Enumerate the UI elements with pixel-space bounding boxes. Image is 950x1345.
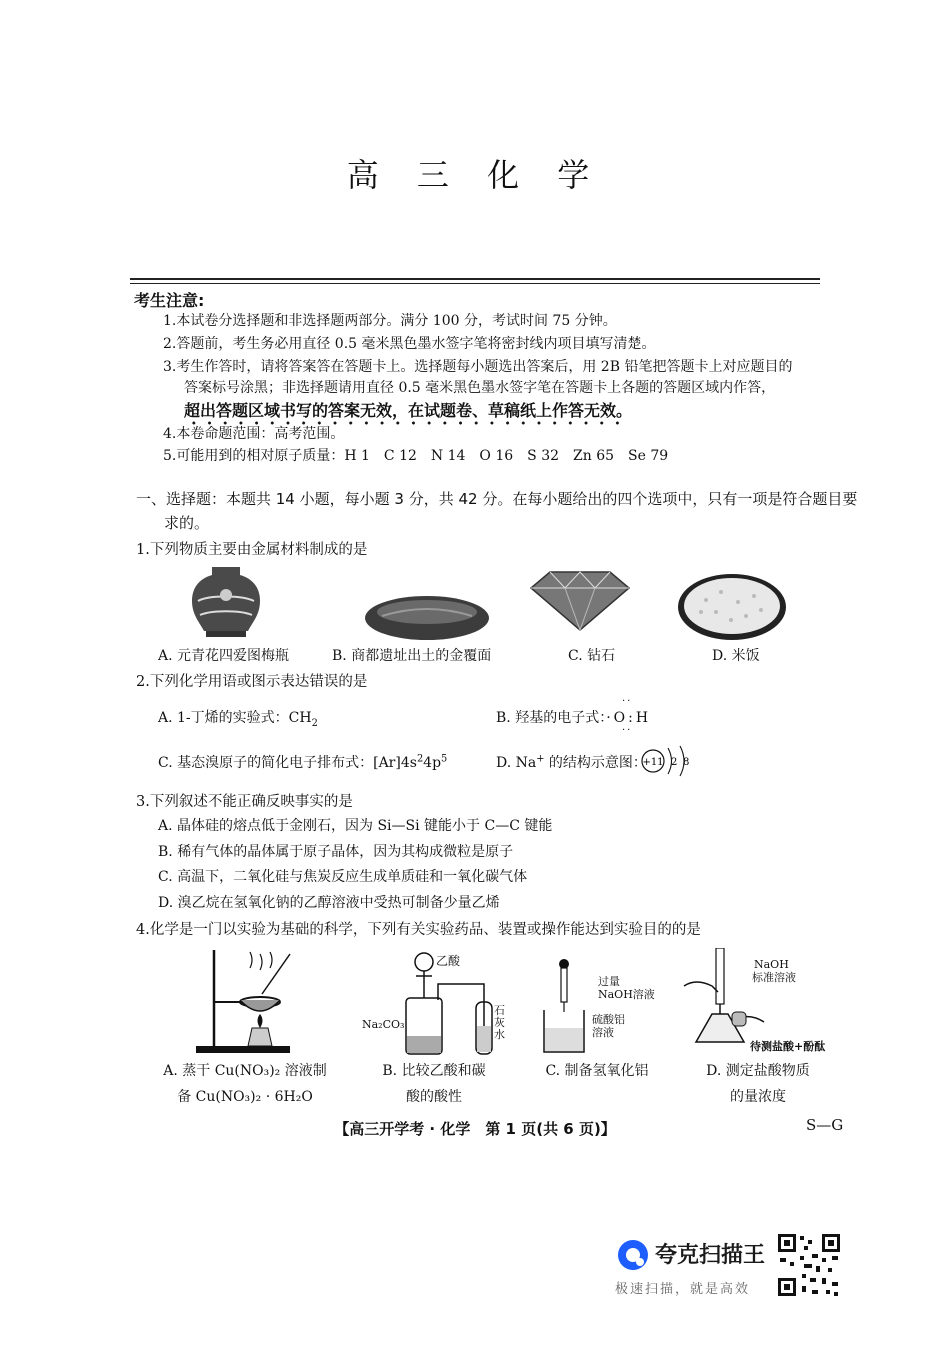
section-heading-line2: 求的。 bbox=[164, 514, 210, 532]
notice-item-3-emphasis: 超出答题区域书写的答案无效，在试题卷、草稿纸上作答无效。 bbox=[184, 401, 633, 420]
header-rule bbox=[130, 278, 820, 280]
q2-option-a-sub: 2 bbox=[311, 717, 318, 729]
q2-option-c-mid: 4p bbox=[423, 755, 442, 771]
scanner-brand: 夸克扫描王 bbox=[655, 1243, 766, 1268]
q4-option-b-line1: B. 比较乙酸和碳 bbox=[382, 1063, 486, 1079]
q2-option-a-text: A. 1-丁烯的实验式：CH bbox=[158, 710, 312, 726]
q2-option-c bbox=[158, 752, 447, 772]
rice-image bbox=[676, 572, 788, 642]
diamond-image bbox=[530, 570, 630, 632]
question-1-stem: 1.下列物质主要由金属材料制成的是 bbox=[136, 542, 368, 558]
aluminum-hydroxide-apparatus bbox=[538, 958, 598, 1056]
question-4-stem: 4.化学是一门以实验为基础的科学，下列有关实验药品、装置或操作能达到实验目的的是 bbox=[136, 922, 701, 938]
page-title: 高 三 化 学 bbox=[346, 156, 604, 194]
q3-option-c: C. 高温下，二氧化硅与焦炭反应生成单质硅和一氧化碳气体 bbox=[158, 869, 528, 885]
page-footer: 【高三开学考 · 化学 第 1 页(共 6 页)】 bbox=[334, 1120, 616, 1138]
label-sodium-carbonate: Na₂CO₃ bbox=[362, 1018, 405, 1031]
label-aluminum-sulfate bbox=[592, 1013, 625, 1039]
q3-option-a: A. 晶体硅的熔点低于金刚石，因为 Si—Si 键能小于 C—C 键能 bbox=[158, 818, 553, 834]
q4-option-d-line1: D. 测定盐酸物质 bbox=[706, 1063, 810, 1079]
notice-heading: 考生注意: bbox=[134, 291, 205, 310]
q4-option-a-line1: A. 蒸干 Cu(NO₃)₂ 溶液制 bbox=[163, 1063, 327, 1079]
electron-dots-bottom: ·· bbox=[622, 725, 633, 736]
q2-option-c-text: C. 基态溴原子的简化电子排布式：[Ar]4s bbox=[158, 755, 417, 771]
notice-item-4: 4.本卷命题范围：高考范围。 bbox=[163, 426, 345, 442]
notice-item-3: 3.考生作答时，请将答案答在答题卡上。选择题每小题选出答案后，用 2B 铅笔把答题卡上对应题目的 bbox=[163, 359, 793, 375]
q4-option-c bbox=[532, 1058, 662, 1084]
notice-item-5: 5.可能用到的相对原子质量：H 1 C 12 N 14 O 16 S 32 Zn 65 Se 79 bbox=[163, 448, 669, 464]
label-limewater bbox=[494, 1005, 508, 1041]
q4-option-a bbox=[150, 1058, 340, 1110]
gold-mask-image bbox=[362, 592, 492, 644]
qr-code-icon bbox=[776, 1232, 842, 1298]
q4-option-d bbox=[688, 1058, 828, 1110]
q2-option-a bbox=[158, 707, 318, 729]
sodium-ion-structure-diagram bbox=[640, 744, 696, 778]
question-2-stem: 2.下列化学用语或图示表达错误的是 bbox=[136, 674, 368, 690]
label-naoh bbox=[598, 975, 655, 1001]
label-limewater-2: 灰 bbox=[494, 1016, 505, 1029]
q2-option-c-sup1: 2 bbox=[416, 753, 424, 765]
label-acetic-acid: 乙酸 bbox=[436, 954, 461, 968]
header-rule-thin bbox=[130, 283, 820, 284]
scanner-slogan: 极速扫描，就是高效 bbox=[615, 1282, 751, 1297]
q2-option-d bbox=[496, 752, 647, 772]
label-naoh-standard bbox=[752, 958, 796, 984]
electron-dots-top: ·· bbox=[622, 696, 633, 707]
evaporation-apparatus bbox=[190, 948, 300, 1056]
label-limewater-1: 石 bbox=[494, 1004, 505, 1017]
notice-item-2: 2.答题前，考生务必用直径 0.5 毫米黑色墨水签字笔将密封线内项目填写清楚。 bbox=[163, 336, 656, 352]
q3-option-d: D. 溴乙烷在氢氧化钠的乙醇溶液中受热可制备少量乙烯 bbox=[158, 895, 500, 911]
section-heading bbox=[136, 487, 857, 535]
hydroxyl-electron-formula: ·O:H bbox=[606, 710, 652, 726]
q2-option-b-text: B. 羟基的电子式： bbox=[496, 710, 607, 726]
notice-item-1: 1.本试卷分选择题和非选择题两部分。满分 100 分，考试时间 75 分钟。 bbox=[163, 313, 617, 329]
q2-option-d-tail: 的结构示意图： bbox=[544, 755, 647, 771]
q2-option-d-sup: + bbox=[536, 753, 545, 765]
q2-option-d-text: D. Na bbox=[496, 755, 537, 771]
shell-2-count: 8 bbox=[683, 757, 690, 768]
paper-code: S—G bbox=[806, 1116, 844, 1134]
q2-option-b bbox=[496, 707, 651, 727]
section-heading-line1: 一、选择题：本题共 14 小题，每小题 3 分，共 42 分。在每小题给出的四个选项中，只有一项是符合题目要 bbox=[136, 490, 858, 508]
label-naoh-1: 过量 bbox=[598, 975, 620, 988]
vase-image bbox=[190, 565, 262, 640]
label-naoh-standard-2: 标准溶液 bbox=[752, 971, 796, 984]
label-aluminum-sulfate-1: 硫酸铝 bbox=[592, 1013, 625, 1026]
label-aluminum-sulfate-2: 溶液 bbox=[592, 1026, 614, 1039]
q4-option-d-line2: 的量浓度 bbox=[730, 1089, 786, 1105]
q4-option-c-line1: C. 制备氢氧化铝 bbox=[545, 1063, 649, 1079]
nucleus-label: +11 bbox=[642, 757, 664, 768]
q1-option-c: C. 钻石 bbox=[568, 648, 616, 664]
q2-option-c-sup2: 5 bbox=[441, 753, 448, 765]
q1-option-b: B. 商都遗址出土的金覆面 bbox=[332, 648, 492, 664]
notice-item-3-cont: 答案标号涂黑；非选择题请用直径 0.5 毫米黑色墨水签字笔在答题卡上各题的答题区域内作答， bbox=[184, 380, 776, 396]
label-hcl-phenolphthalein: 待测盐酸+酚酞 bbox=[750, 1040, 826, 1053]
q4-option-b-line2: 酸的酸性 bbox=[406, 1089, 462, 1105]
q3-option-b: B. 稀有气体的晶体属于原子晶体，因为其构成微粒是原子 bbox=[158, 844, 514, 860]
shell-1-count: 2 bbox=[671, 757, 678, 768]
label-naoh-2: NaOH溶液 bbox=[598, 988, 655, 1001]
question-3-stem: 3.下列叙述不能正确反映事实的是 bbox=[136, 794, 353, 810]
quark-logo-icon bbox=[616, 1238, 650, 1272]
q4-option-b bbox=[364, 1058, 504, 1110]
label-naoh-standard-1: NaOH bbox=[754, 958, 789, 971]
label-limewater-3: 水 bbox=[494, 1028, 505, 1041]
q1-option-a: A. 元青花四爱图梅瓶 bbox=[158, 648, 290, 664]
q1-option-d: D. 米饭 bbox=[712, 648, 760, 664]
q4-option-a-line2: 备 Cu(NO₃)₂ · 6H₂O bbox=[177, 1089, 313, 1105]
